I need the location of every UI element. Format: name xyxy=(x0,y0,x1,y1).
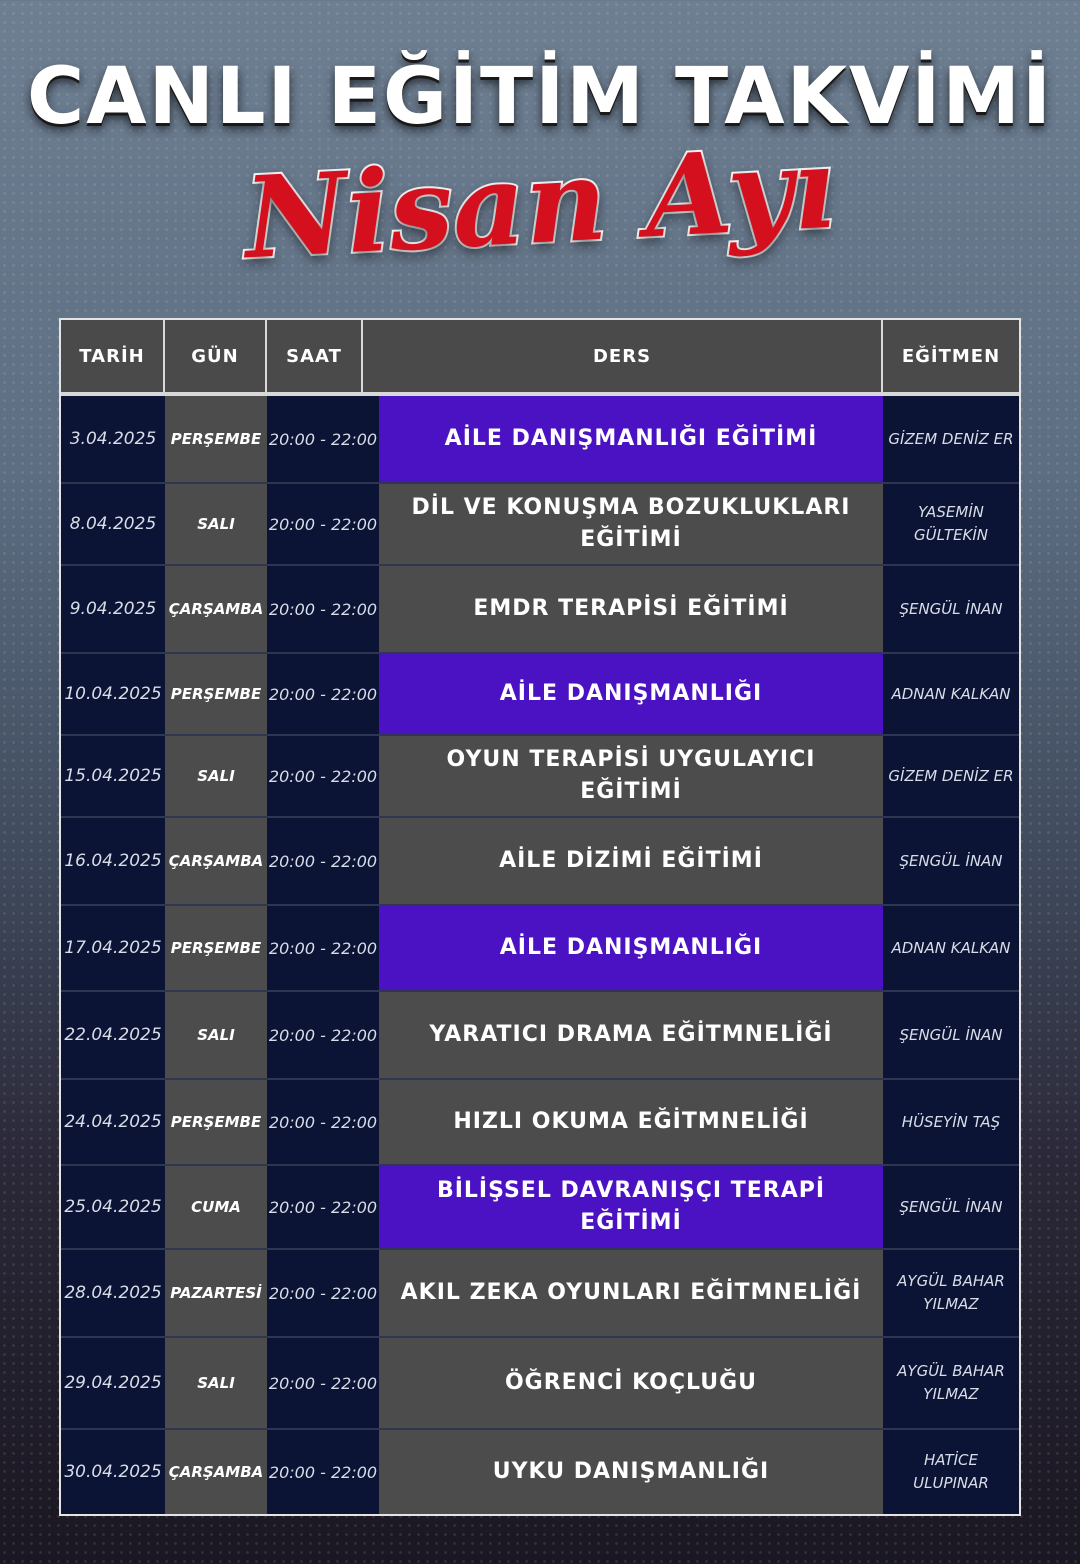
schedule-table xyxy=(59,318,1021,1516)
instructor-cell: ŞENGÜL İNAN xyxy=(883,1166,1019,1248)
course-cell: AİLE DANIŞMANLIĞI xyxy=(379,654,883,734)
instructor-cell: ŞENGÜL İNAN xyxy=(883,992,1019,1078)
course-cell: ÖĞRENCİ KOÇLUĞU xyxy=(379,1338,883,1428)
instructor-cell: GİZEM DENİZ ER xyxy=(883,736,1019,816)
date-cell: 24.04.2025 xyxy=(61,1080,165,1164)
date-cell: 16.04.2025 xyxy=(61,818,165,904)
table-row xyxy=(61,1250,1019,1338)
instructor-cell: HATİCE ULUPINAR xyxy=(883,1430,1019,1514)
date-cell: 15.04.2025 xyxy=(61,736,165,816)
time-cell: 20:00 - 22:00 xyxy=(267,1250,379,1336)
table-row xyxy=(61,1080,1019,1166)
day-cell: ÇARŞAMBA xyxy=(165,818,267,904)
table-row xyxy=(61,484,1019,566)
instructor-cell: ADNAN KALKAN xyxy=(883,654,1019,734)
course-cell: EMDR TERAPİSİ EĞİTİMİ xyxy=(379,566,883,652)
table-row xyxy=(61,1338,1019,1430)
course-cell: AKIL ZEKA OYUNLARI EĞİTMNELİĞİ xyxy=(379,1250,883,1336)
date-cell: 8.04.2025 xyxy=(61,484,165,564)
date-cell: 22.04.2025 xyxy=(61,992,165,1078)
course-cell: BİLİŞSEL DAVRANIŞÇI TERAPİ EĞİTİMİ xyxy=(379,1166,883,1248)
day-cell: SALI xyxy=(165,736,267,816)
date-cell: 28.04.2025 xyxy=(61,1250,165,1336)
course-cell: AİLE DİZİMİ EĞİTİMİ xyxy=(379,818,883,904)
time-cell: 20:00 - 22:00 xyxy=(267,1166,379,1248)
day-cell: PERŞEMBE xyxy=(165,906,267,990)
time-cell: 20:00 - 22:00 xyxy=(267,736,379,816)
course-cell: HIZLI OKUMA EĞİTMNELİĞİ xyxy=(379,1080,883,1164)
instructor-cell: YASEMİN GÜLTEKİN xyxy=(883,484,1019,564)
day-cell: SALI xyxy=(165,484,267,564)
day-cell: CUMA xyxy=(165,1166,267,1248)
time-cell: 20:00 - 22:00 xyxy=(267,906,379,990)
day-cell: PERŞEMBE xyxy=(165,654,267,734)
table-row xyxy=(61,566,1019,654)
time-cell: 20:00 - 22:00 xyxy=(267,396,379,482)
table-row xyxy=(61,906,1019,992)
date-cell: 9.04.2025 xyxy=(61,566,165,652)
table-row xyxy=(61,1430,1019,1514)
time-cell: 20:00 - 22:00 xyxy=(267,818,379,904)
course-cell: DİL VE KONUŞMA BOZUKLUKLARI EĞİTİMİ xyxy=(379,484,883,564)
instructor-cell: AYGÜL BAHAR YILMAZ xyxy=(883,1338,1019,1428)
table-row xyxy=(61,396,1019,484)
day-cell: SALI xyxy=(165,1338,267,1428)
course-cell: YARATICI DRAMA EĞİTMNELİĞİ xyxy=(379,992,883,1078)
date-cell: 30.04.2025 xyxy=(61,1430,165,1514)
column-header-instructor: EĞİTMEN xyxy=(901,345,1001,367)
table-row xyxy=(61,992,1019,1080)
day-cell: SALI xyxy=(165,992,267,1078)
time-cell: 20:00 - 22:00 xyxy=(267,654,379,734)
column-header-time: SAAT xyxy=(267,320,363,392)
column-header-course: DERS xyxy=(363,320,883,392)
day-cell: PERŞEMBE xyxy=(165,396,267,482)
date-cell: 17.04.2025 xyxy=(61,906,165,990)
day-cell: PERŞEMBE xyxy=(165,1080,267,1164)
day-cell: ÇARŞAMBA xyxy=(165,566,267,652)
course-cell: AİLE DANIŞMANLIĞI EĞİTİMİ xyxy=(379,396,883,482)
instructor-cell: HÜSEYİN TAŞ xyxy=(883,1080,1019,1164)
time-cell: 20:00 - 22:00 xyxy=(267,1338,379,1428)
table-header xyxy=(61,320,1019,396)
table-body xyxy=(61,396,1019,1514)
date-cell: 10.04.2025 xyxy=(61,654,165,734)
table-row xyxy=(61,1166,1019,1250)
date-cell: 29.04.2025 xyxy=(61,1338,165,1428)
course-cell: AİLE DANIŞMANLIĞI xyxy=(379,906,883,990)
table-row xyxy=(61,654,1019,736)
time-cell: 20:00 - 22:00 xyxy=(267,992,379,1078)
day-cell: ÇARŞAMBA xyxy=(165,1430,267,1514)
course-cell: OYUN TERAPİSİ UYGULAYICI EĞİTİMİ xyxy=(379,736,883,816)
time-cell: 20:00 - 22:00 xyxy=(267,1080,379,1164)
time-cell: 20:00 - 22:00 xyxy=(267,566,379,652)
time-cell: 20:00 - 22:00 xyxy=(267,1430,379,1514)
column-header-date: TARİH xyxy=(61,320,165,392)
table-row xyxy=(61,736,1019,818)
instructor-cell: ŞENGÜL İNAN xyxy=(883,818,1019,904)
instructor-cell: GİZEM DENİZ ER xyxy=(883,396,1019,482)
table-row xyxy=(61,818,1019,906)
date-cell: 25.04.2025 xyxy=(61,1166,165,1248)
instructor-cell: AYGÜL BAHAR YILMAZ xyxy=(883,1250,1019,1336)
instructor-cell: ADNAN KALKAN xyxy=(883,906,1019,990)
date-cell: 3.04.2025 xyxy=(61,396,165,482)
time-cell: 20:00 - 22:00 xyxy=(267,484,379,564)
course-cell: UYKU DANIŞMANLIĞI xyxy=(379,1430,883,1514)
page-title: CANLI EĞİTİM TAKVİMİ xyxy=(26,52,1054,142)
day-cell: PAZARTESİ xyxy=(165,1250,267,1336)
instructor-cell: ŞENGÜL İNAN xyxy=(883,566,1019,652)
column-header-day: GÜN xyxy=(165,320,267,392)
month-subtitle: Nisan Ayı xyxy=(241,122,839,285)
